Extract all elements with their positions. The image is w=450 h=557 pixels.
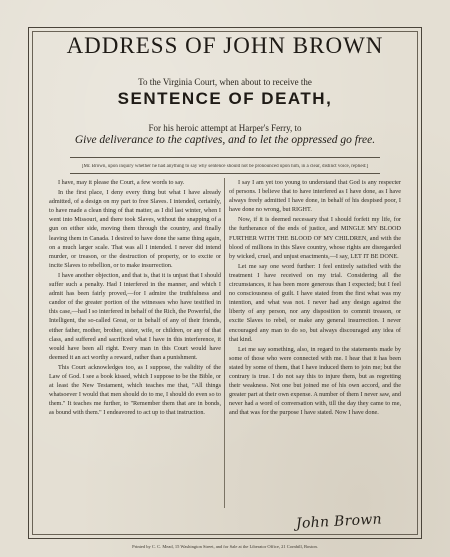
subtitle-line-4: Give deliverance to the captives, and to let the oppressed go free. xyxy=(74,134,376,146)
top-rule xyxy=(70,157,380,158)
right-column xyxy=(229,178,401,510)
left-column xyxy=(49,178,221,510)
intro-note: [Mr. Brown, upon inquiry whether he had anything to say why sentence should not be pronounced upon him, in a clear, distinct voice, replied:] xyxy=(81,164,369,169)
right-paragraph-3: Let me say one word further: I feel entirely satisfied with the treatment I have received on my trial. Considering all the circumstances, it has been more generous than I expected; but I feel no consciousness of guilt. I have stated from the first what was my intention, and what was not. I never had any design against the liberty of any person, nor any disposition to commit treason, or excite Slaves to rebel, or make any general insurrection. I never encouraged any man to do so, but always discouraged any idea of that kind. xyxy=(229,262,401,343)
right-paragraph-1: I say I am yet too young to understand that God is any respecter of persons. I believe that to have interfered as I have done, as I have always freely admitted I have done, in behalf of his despised poor, I have done no wrong, but RIGHT. xyxy=(229,179,401,214)
printer-imprint: Printed by C. C. Mead, 15 Washington Street, and for Sale at the Liberator Office, 21 Cornhill, Boston. xyxy=(132,544,318,549)
left-paragraph-4: This Court acknowledges too, as I suppose, the validity of the Law of God. I see a book kissed, which I suppose to be the Bible, or at least the New Testament, which teaches me that, "All things whatsoever I would that men should do to me, I should do even so to them." It teaches me further, to "Remember them that are in bonds, as bound with them." I endeavored to act up to that instruction. xyxy=(49,363,221,417)
subtitle-line-1: To the Virginia Court, when about to receive the xyxy=(138,77,312,87)
sentence-heading: SENTENCE OF DEATH, xyxy=(117,89,333,108)
right-paragraph-4: Let me say something, also, in regard to the statements made by some of those who were connected with me. I hear that it has been stated by some of them, that I have induced them to join me; but the contrary is true. I do not say this to injure them, but as regretting their weakness. Not one but joined me of his own accord, and the greater part at their own expense. A number of them I never saw, and never had a word of conversation with, till the day they came to me, and that was for the purpose I have stated. Now I have done. xyxy=(229,345,401,417)
left-paragraph-3: I have another objection, and that is, that it is unjust that I should suffer such a penalty. Had I interfered in the manner, and which I admit has been fairly proved,—for I admire the truthfulness and candor of the greater portion of the witnesses who have testified in this case,—had I so interfered in behalf of the Rich, the Powerful, the Intelligent, the so-called Great, or in behalf of any of their friends, either father, mother, brother, sister, wife, or children, or any of that class, and suffered and sacrificed what I have in this interference, it would have been all right. Every man in this Court would have deemed it an act worthy a reward, rather than a punishment. xyxy=(49,271,221,361)
document-title: ADDRESS OF JOHN BROWN xyxy=(66,33,384,58)
column-divider xyxy=(224,178,225,508)
note-rule xyxy=(70,173,380,174)
left-paragraph-2: In the first place, I deny every thing but what I have already admitted, of a design on my part to free Slaves. I intended, certainly, to have made a clean thing of that matter, as I did last winter, when I went into Missouri, and there took Slaves, without the snapping of a gun on either side, moving them through the country, and finally leaving them in Canada. I desired to have done the same thing again, on a much larger scale. That was all I intended. I never did intend murder, or treason, or the destruction of property, or to excite or incite Slaves to rebellion, or to make insurrection. xyxy=(49,189,221,269)
right-paragraph-2: Now, if it is deemed necessary that I should forfeit my life, for the furtherance of the ends of justice, and MINGLE MY BLOOD FURTHER WITH THE BLOOD OF MY CHILDREN, and with the blood of millions in this Slave country, whose rights are disregarded by wicked, cruel, and unjust enactments,—I say, LET IT BE DONE. xyxy=(229,216,401,260)
signature: John Brown xyxy=(295,511,383,532)
subtitle-line-3: For his heroic attempt at Harper's Ferry, to xyxy=(148,123,302,133)
left-paragraph-1: I have, may it please the Court, a few words to say. xyxy=(58,179,185,186)
